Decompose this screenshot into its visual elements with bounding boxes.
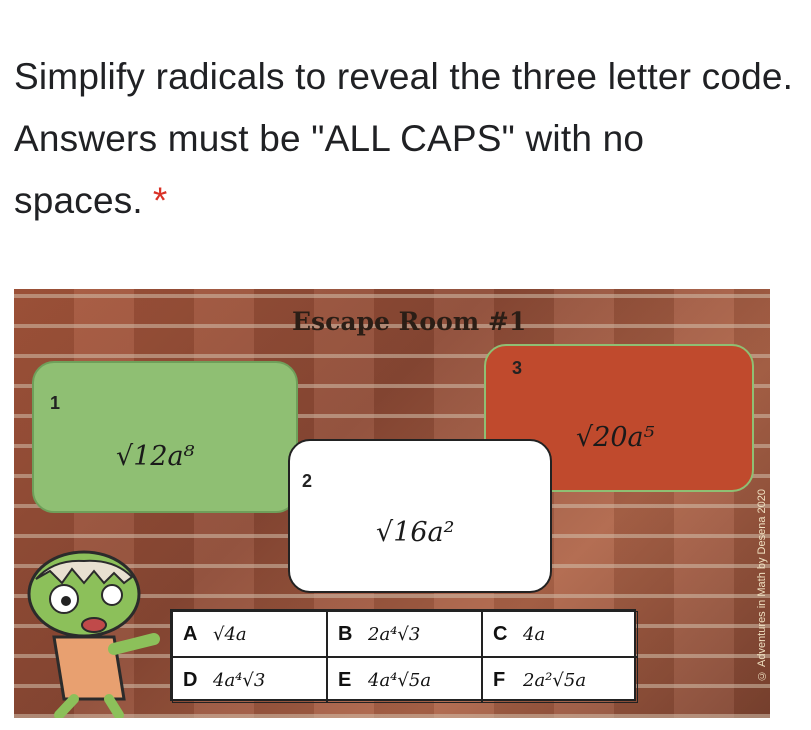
card-expression: √12a⁸ <box>116 441 195 472</box>
choice-expression: 4a <box>523 623 546 645</box>
choice-expression: 4a⁴√5a <box>368 669 432 691</box>
choice-letter: F <box>493 668 506 691</box>
radical-card-1 <box>32 361 298 513</box>
choice-expression: 2a⁴√3 <box>368 623 421 645</box>
choice-f <box>482 657 638 703</box>
choice-e <box>327 657 482 703</box>
choice-letter: B <box>338 622 353 645</box>
choice-expression: √4a <box>213 623 247 645</box>
choice-c <box>482 611 638 657</box>
escape-room-title: Escape Room #1 <box>292 307 527 336</box>
choice-a <box>172 611 327 657</box>
choice-d <box>172 657 327 703</box>
card-number: 1 <box>50 393 61 413</box>
zombie-illustration <box>14 549 164 718</box>
required-marker: * <box>152 180 168 221</box>
card-number: 3 <box>512 358 523 378</box>
card-number: 2 <box>302 471 313 491</box>
choice-expression: 4a⁴√3 <box>213 669 266 691</box>
choice-b <box>327 611 482 657</box>
question-prompt <box>14 46 804 232</box>
choice-letter: A <box>183 622 198 645</box>
question-image <box>14 289 770 718</box>
choice-letter: E <box>338 668 352 691</box>
choice-expression: 2a²√5a <box>523 669 587 691</box>
radical-card-2 <box>288 439 552 593</box>
choice-letter: C <box>493 622 508 645</box>
answer-choices-table <box>170 609 636 701</box>
question-text: Simplify radicals to reveal the three letter code. Answers must be "ALL CAPS" with no spaces. <box>14 56 794 221</box>
card-expression: √20a⁵ <box>576 422 655 453</box>
card-expression: √16a² <box>376 517 455 548</box>
copyright-credit: © Adventures in Math by Desena 2020 <box>756 489 768 682</box>
choice-letter: D <box>183 668 198 691</box>
